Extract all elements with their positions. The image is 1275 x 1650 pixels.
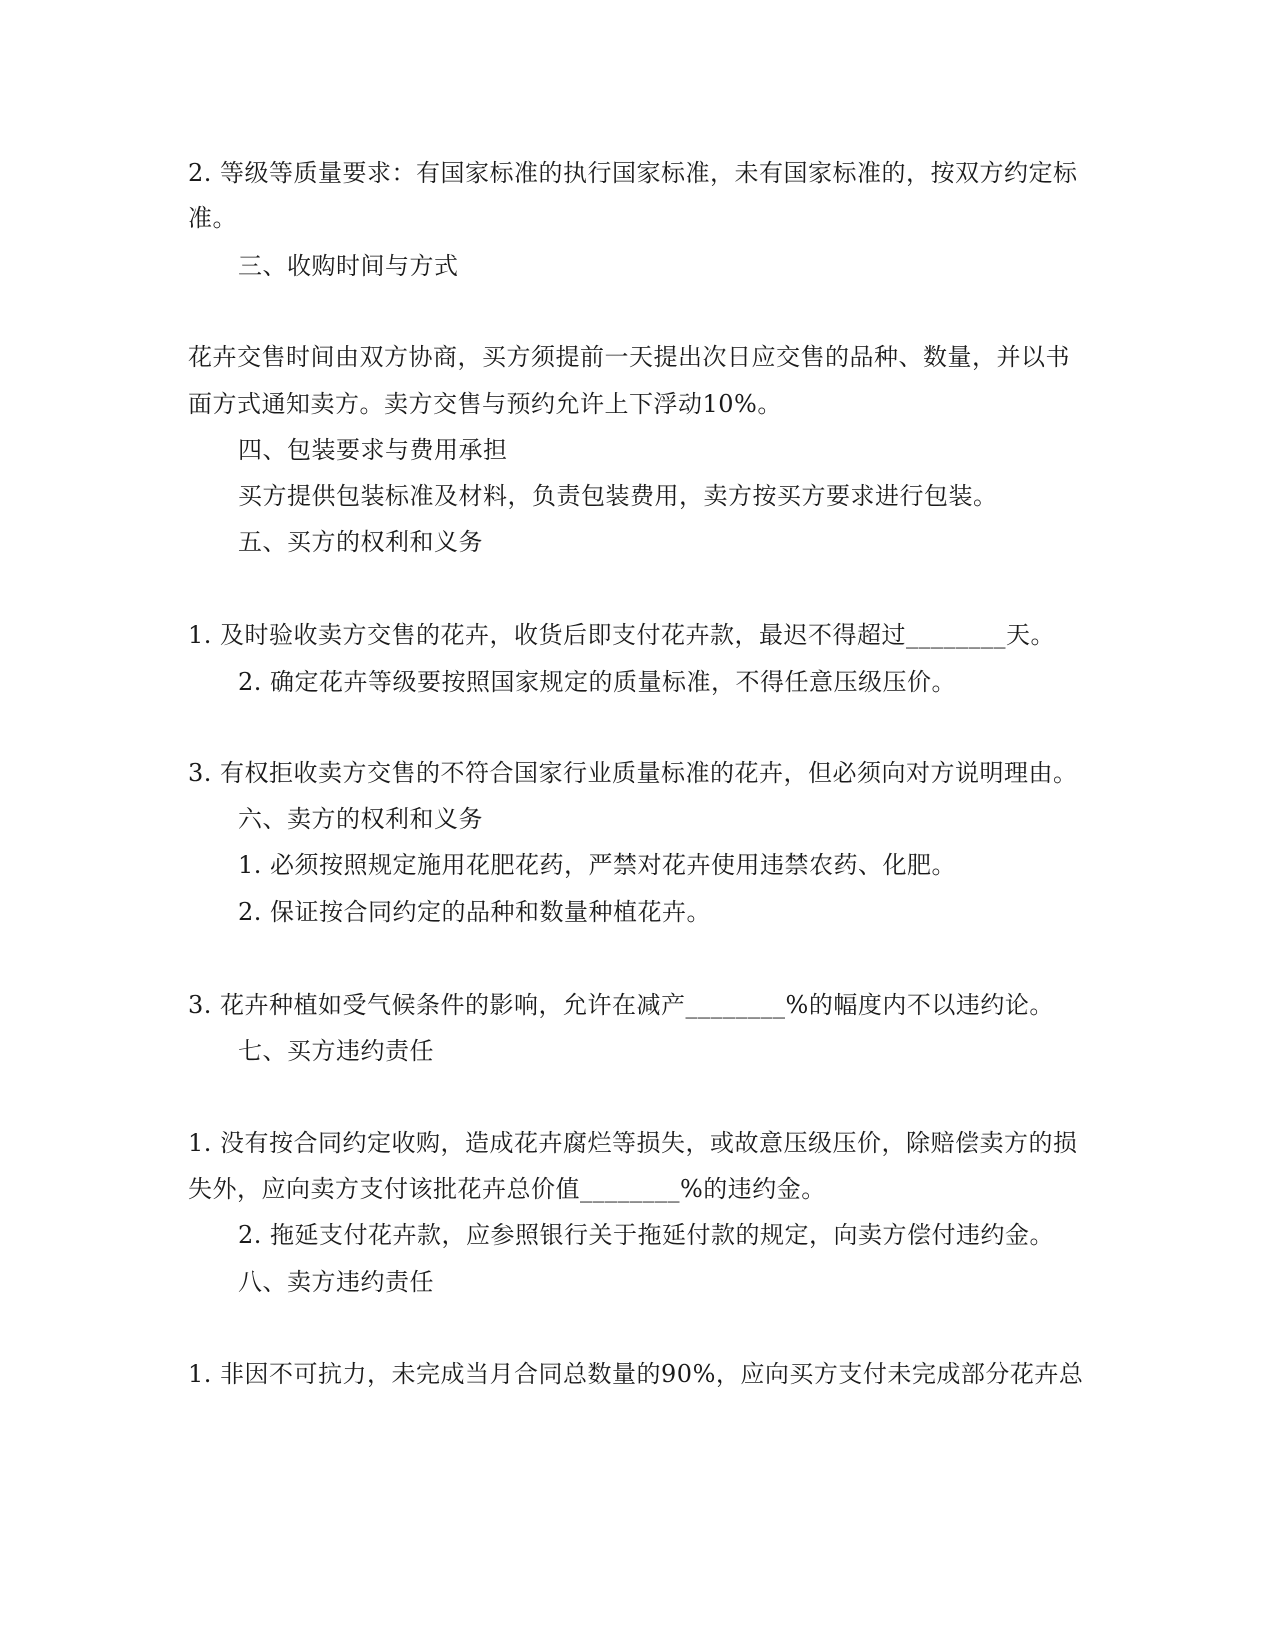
section-5-item-2: 2. 确定花卉等级要按照国家规定的质量标准，不得任意压级压价。 <box>238 668 957 696</box>
section-8-item-1: 1. 非因不可抗力，未完成当月合同总数量的90%，应向买方支付未完成部分花卉总 <box>188 1360 1084 1388</box>
section-7-item-1-line-2: 失外，应向卖方支付该批花卉总价值________%的违约金。 <box>188 1175 826 1203</box>
section-8-heading: 八、卖方违约责任 <box>238 1268 434 1296</box>
section-5-item-1: 1. 及时验收卖方交售的花卉，收货后即支付花卉款，最迟不得超过________天。 <box>188 621 1056 649</box>
clause-2-quality-line-2: 准。 <box>188 204 237 232</box>
section-6-heading: 六、卖方的权利和义务 <box>238 805 483 833</box>
section-5-item-3: 3. 有权拒收卖方交售的不符合国家行业质量标准的花卉，但必须向对方说明理由。 <box>188 759 1078 787</box>
section-3-heading: 三、收购时间与方式 <box>238 252 459 280</box>
section-5-heading: 五、买方的权利和义务 <box>238 528 483 556</box>
section-6-item-3: 3. 花卉种植如受气候条件的影响，允许在减产________%的幅度内不以违约论。 <box>188 991 1054 1019</box>
section-6-item-1: 1. 必须按照规定施用花肥花药，严禁对花卉使用违禁农药、化肥。 <box>238 851 957 879</box>
section-3-paragraph-line-2: 面方式通知卖方。卖方交售与预约允许上下浮动10%。 <box>188 390 782 418</box>
section-4-paragraph: 买方提供包装标准及材料，负责包装费用，卖方按买方要求进行包装。 <box>238 482 998 510</box>
section-6-item-2: 2. 保证按合同约定的品种和数量种植花卉。 <box>238 898 712 926</box>
section-4-heading: 四、包装要求与费用承担 <box>238 436 508 464</box>
section-3-paragraph-line-1: 花卉交售时间由双方协商，买方须提前一天提出次日应交售的品种、数量，并以书 <box>188 343 1070 371</box>
section-7-item-2: 2. 拖延支付花卉款，应参照银行关于拖延付款的规定，向卖方偿付违约金。 <box>238 1221 1055 1249</box>
section-7-item-1-line-1: 1. 没有按合同约定收购，造成花卉腐烂等损失，或故意压级压价，除赔偿卖方的损 <box>188 1129 1078 1157</box>
clause-2-quality-line-1: 2. 等级等质量要求：有国家标准的执行国家标准，未有国家标准的，按双方约定标 <box>188 159 1078 187</box>
section-7-heading: 七、买方违约责任 <box>238 1037 434 1065</box>
